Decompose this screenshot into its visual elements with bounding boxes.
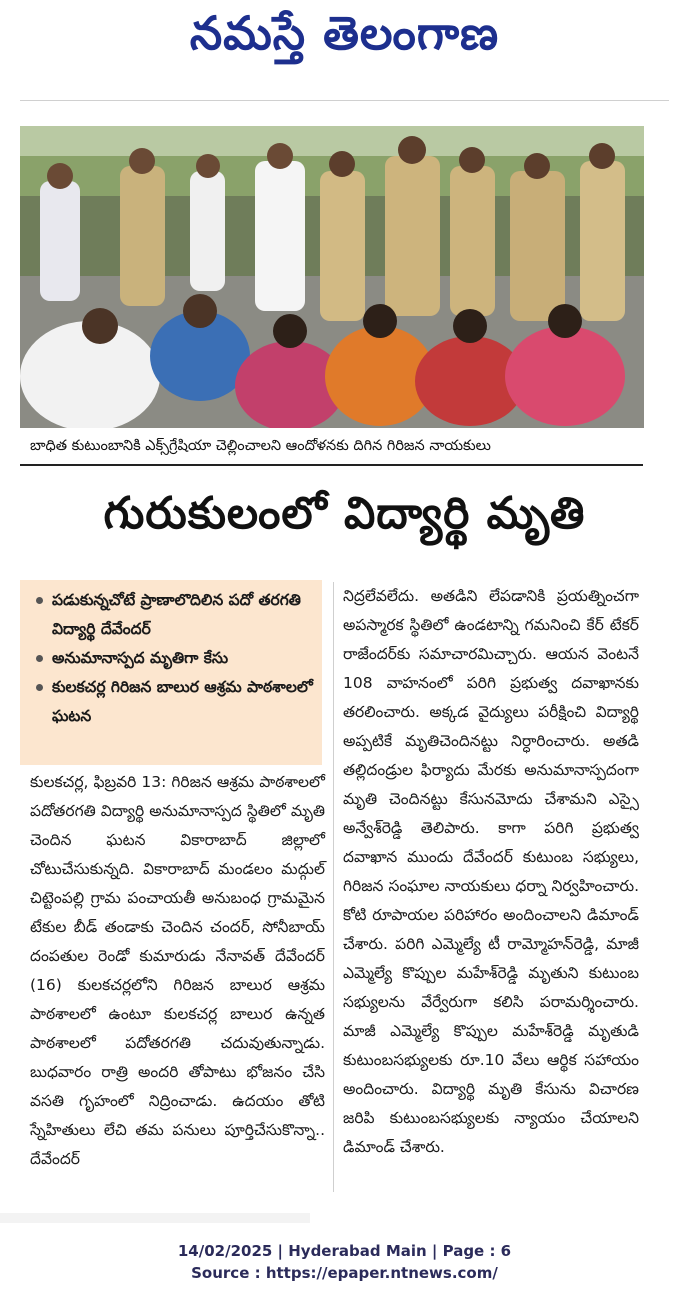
article-body-right: నిద్రలేవలేదు. అతడిని లేపడానికి ప్రయత్నించగా అపస్మారక స్థితిలో ఉండటాన్ని గమనించి కేర్ టేకర్ రాజేందర్‌కు సమాచారమిచ్చారు. ఆయన వెంటనే 108 వాహనంలో పరిగి ప్రభుత్వ దవాఖానకు తరలించారు. అక్కడ వైద్యులు పరీక్షించి విద్యార్థి అప్పటికే మృతిచెందినట్టు నిర్ధారించారు. అతడి తల్లిదండ్రుల ఫిర్యాదు మేరకు అనుమానాస్పదంగా మృతి చెందినట్టు కేసునమోదు చేశామని ఎస్సై అన్వేశ్‌రెడ్డి తెలిపారు. కాగా పరిగి ప్రభుత్వ దవాఖాన ముందు దేవేందర్ కుటుంబ సభ్యులు, గిరిజన సంఘాల నాయకులు ధర్నా నిర్వహించారు. కోటి రూపాయల పరిహారం అందించాలని డిమాండ్ చేశారు. పరిగి ఎమ్మెల్యే టీ రామ్మోహన్‌రెడ్డి, మాజీ ఎమ్మెల్యే కొప్పుల మహేశ్‌రెడ్డి మృతుని కుటుంబ సభ్యులను వేర్వేరుగా కలిసి పరామర్శించారు. మాజీ ఎమ్మెల్యే కొప్పుల మహేశ్‌రెడ్డి మృతుడి కుటుంబసభ్యులకు రూ.10 వేలు ఆర్థిక సహాయం అందించారు. విద్యార్థి మృతి కేసును విచారణ జరిపి కుటుంబసభ్యులకు న్యాయం చేయాలని డిమాండ్ చేశారు. [343,587,639,1156]
highlight-item [34,644,314,673]
edition-info: 14/02/2025 | Hyderabad Main | Page : 6 [177,1242,512,1260]
photo-caption: బాధిత కుటుంబానికి ఎక్స్‌గ్రేషియా చెల్లించాలని ఆందోళనకు దిగిన గిరిజన నాయకులు [30,438,491,454]
article-column-left [30,768,325,1174]
bullet-icon [36,655,43,662]
highlights-box [20,580,322,765]
caption-divider [20,464,643,466]
source-link[interactable]: Source : https://epaper.ntnews.com/ [191,1264,498,1282]
column-divider [333,582,334,1192]
highlights-list [20,580,322,731]
masthead [0,0,689,100]
newspaper-logo: నమస్తే తెలంగాణ [189,6,500,60]
bullet-icon [36,597,43,604]
article-column-right [343,582,639,1162]
page-footer [0,1240,689,1284]
highlight-text: కులకచర్ల గిరిజన బాలుర ఆశ్రమ పాఠశాలలో ఘటన [52,678,313,725]
article-headline: గురుకులంలో విద్యార్థి మృతి [103,488,586,539]
article-body-left: కులకచర్ల, ఫిబ్రవరి 13: గిరిజన ఆశ్రమ పాఠశాలలో పదోతరగతి విద్యార్థి అనుమానాస్పద స్థితిలో మృతి చెందిన ఘటన వికారాబాద్ జిల్లాలో చోటుచేసుకున్నది. వికారాబాద్ మండలం మద్గుల్ చిట్టెంపల్లి గ్రామ పంచాయతీ అనుబంధ గ్రామమైన టేకుల బీడ్ తండాకు చెందిన చందర్, సోనీబాయ్ దంపతుల రెండో కుమారుడు నేనావత్ దేవేందర్ (16) కులకచర్లలోని గిరిజన బాలుర ఆశ్రమ పాఠశాలలో ఉంటూ కులకచర్ల బాలుర ఉన్నత పాఠశాలలో పదోతరగతి చదువుతున్నాడు. బుధవారం రాత్రి అందరి తోపాటు భోజనం చేసి వసతి గృహంలో నిద్రించాడు. ఉదయం తోటి స్నేహితులు లేచి తమ పనులు పూర్తిచేసుకొన్నా.. దేవేందర్ [30,773,325,1168]
news-photo [20,126,644,428]
highlight-text: అనుమానాస్పద మృతిగా కేసు [52,649,229,667]
highlight-item [34,586,314,644]
article-end-band [0,1213,310,1223]
masthead-divider [20,100,669,101]
highlight-item [34,673,314,731]
highlight-text: పడుకున్నచోటే ప్రాణాలొదిలిన పదో తరగతి విద్యార్థి దేవేందర్ [52,591,301,638]
bullet-icon [36,684,43,691]
